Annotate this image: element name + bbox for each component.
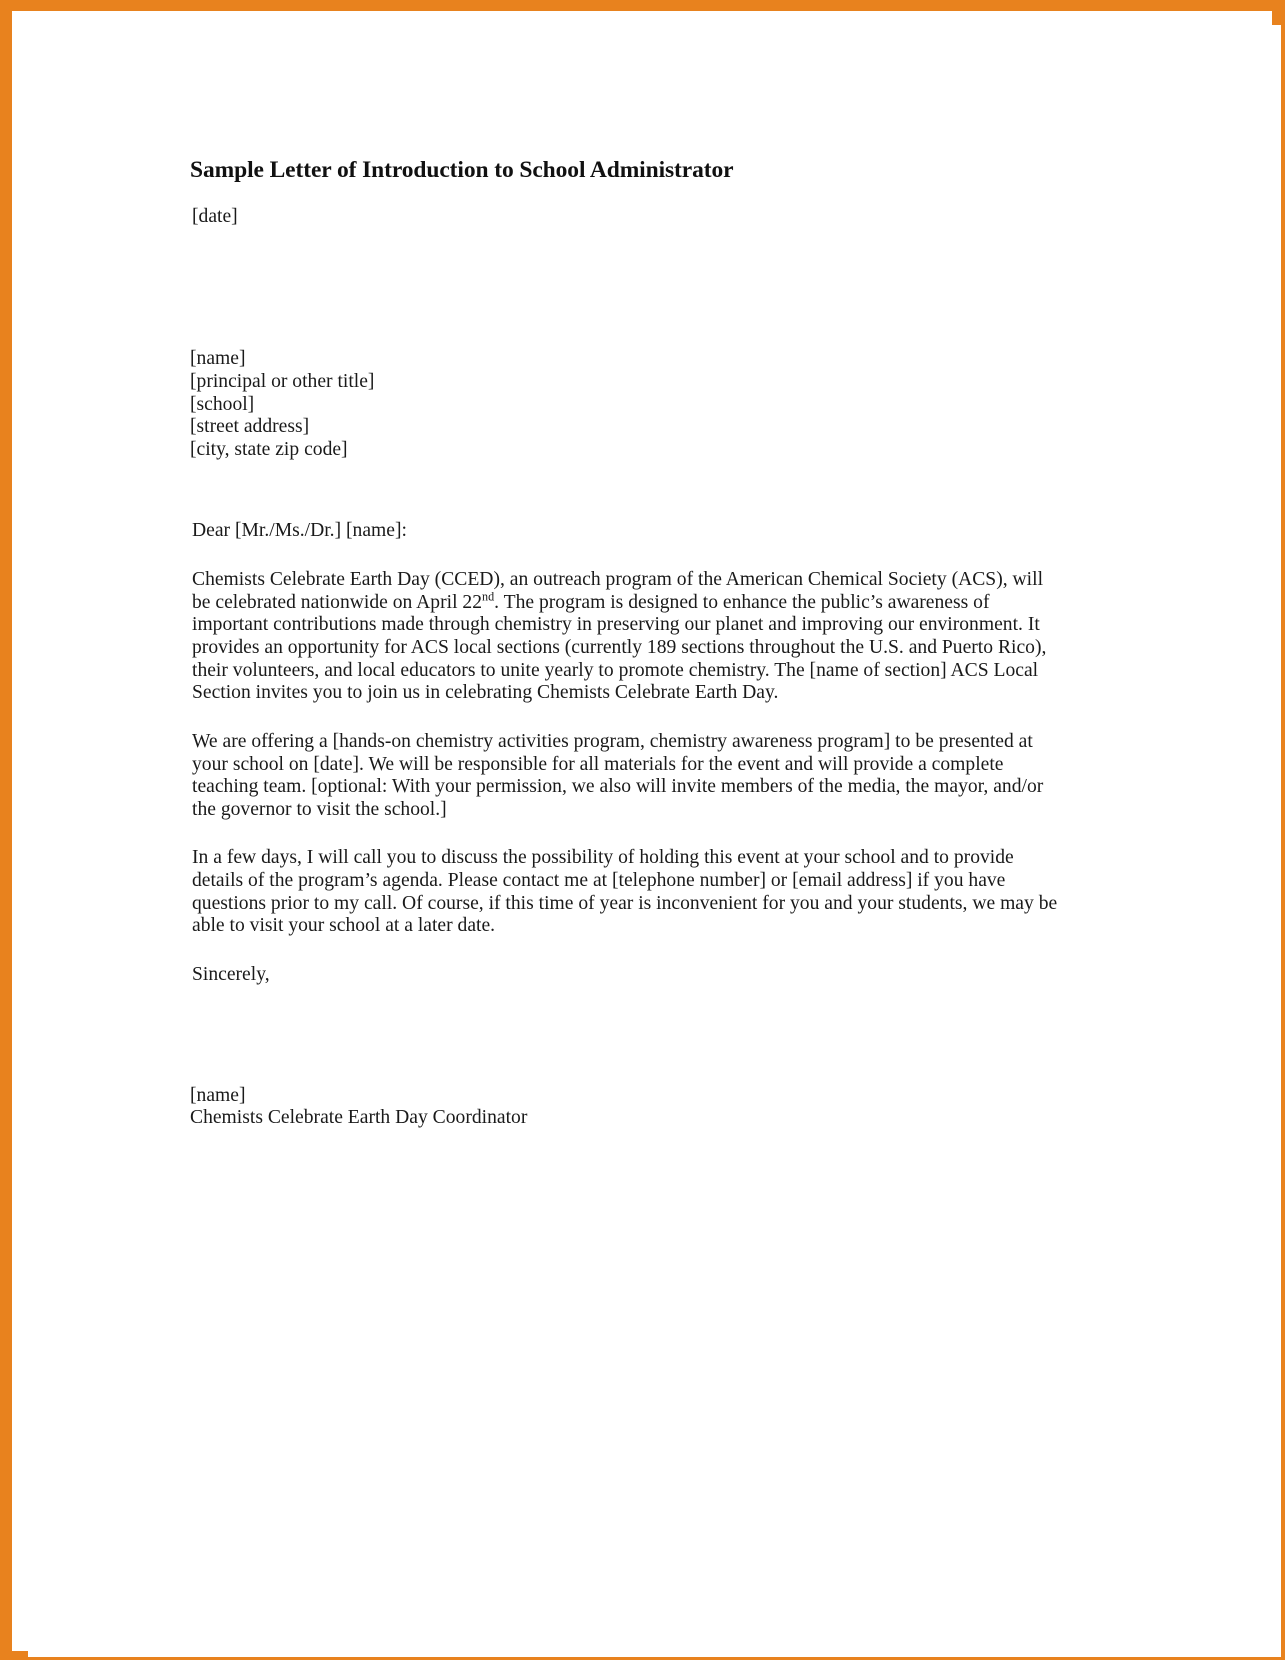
signature-space [190,987,1070,1085]
signature-title: Chemists Celebrate Earth Day Coordinator [190,1107,528,1129]
closing-line: Sincerely, [192,963,270,985]
spacer-between-paragraphs [190,821,1070,847]
page-title: Sample Letter of Introduction to School Administrator [190,157,734,183]
address-line: [school] [190,393,255,415]
signature-name: [name] [190,1084,246,1106]
letter-body [190,158,1070,1130]
paragraph-followup: In a few days, I will call you to discuss the possibility of holding this event at your school and to provide details of the program’s agenda. Please contact me at [telephone number] or [email address] if you have questions prior to my call. Of course, if this time of year is inconvenient for you and your students, we may be able to visit your school at a later date. [192,847,1058,937]
spacer-between-paragraphs [190,705,1070,731]
address-line: [name] [190,348,246,370]
date-line: [date] [192,205,238,227]
recipient-address-block [190,348,1070,461]
address-line: [street address] [190,416,310,438]
spacer-after-salutation [190,542,1070,569]
signature-block [190,1085,1070,1130]
document-page [28,25,1281,1657]
address-line: [city, state zip code] [190,438,348,460]
spacer-after-date [190,228,1070,348]
salutation: Dear [Mr./Ms./Dr.] [name]: [192,519,407,541]
paragraph-intro: Chemists Celebrate Earth Day (CCED), an outreach program of the American Chemical Society (ACS), will be celebrated nationwide on April 22nd. The program is designed to enhance the public’s awareness of important contributions made through chemistry in preserving our planet and improving our environment. It provides an opportunity for ACS local sections (currently 189 sections throughout the U.S. and Puerto Rico), their volunteers, and local educators to unite yearly to promote chemistry. The [name of section] ACS Local Section invites you to join us in celebrating Chemists Celebrate Earth Day. [192,569,1047,704]
spacer-before-closing [190,938,1070,964]
address-line: [principal or other title] [190,371,375,393]
paragraph-offer: We are offering a [hands-on chemistry activities program, chemistry awareness program] to be presented at your school on [date]. We will be responsible for all materials for the event and will provide a complete teaching team. [optional: With your permission, we also will invite members of the media, the mayor, and/or the governor to visit the school.] [192,730,1044,820]
spacer-after-address [190,462,1070,520]
